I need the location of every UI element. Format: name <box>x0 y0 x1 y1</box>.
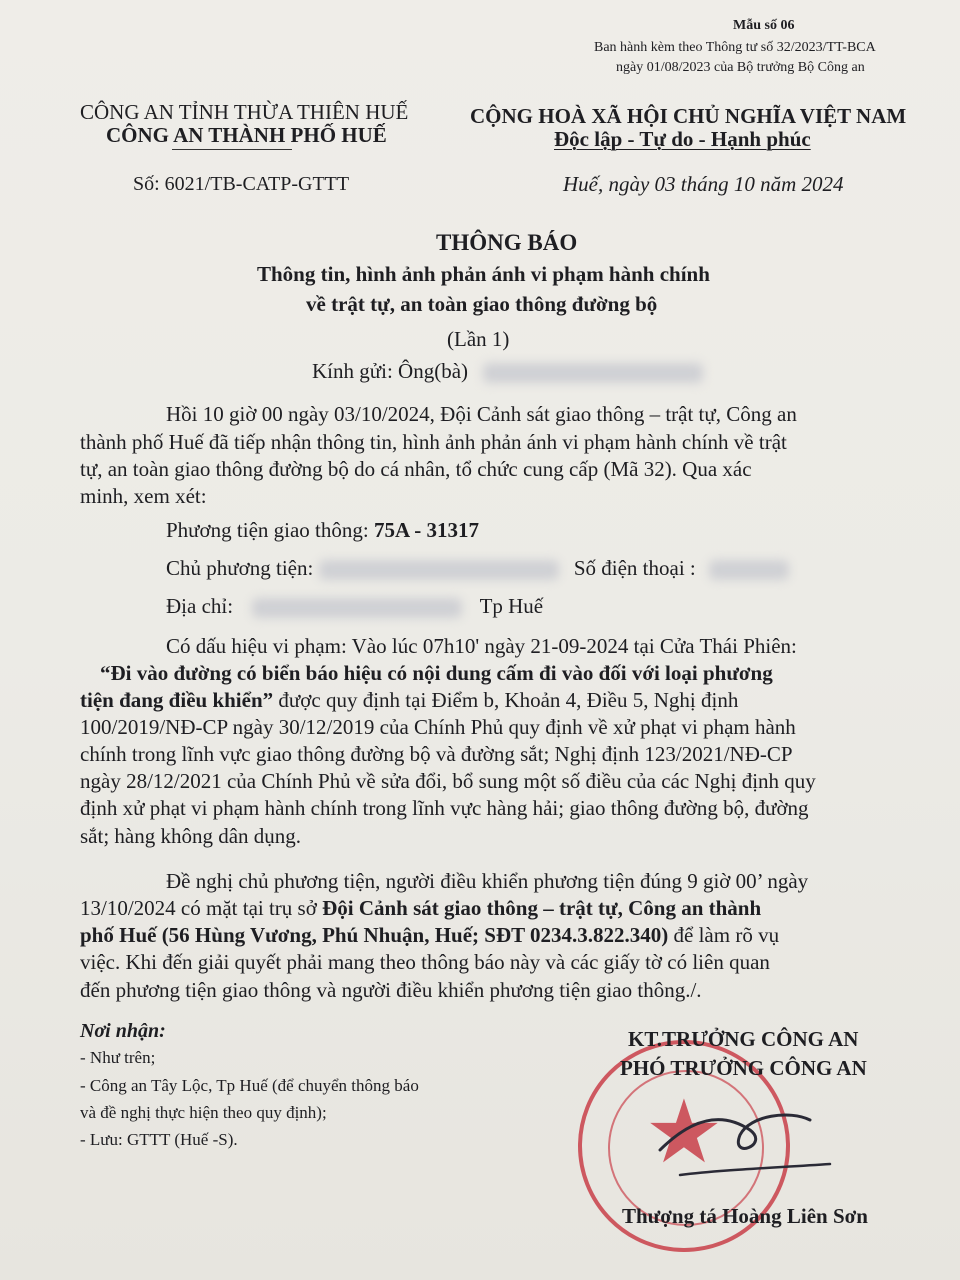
vehicle-label: Phương tiện giao thông: <box>166 518 374 542</box>
agency-underline <box>172 149 292 150</box>
intro-line-2: thành phố Huế đã tiếp nhận thông tin, hình ảnh phản ánh vi phạm hành chính về trật <box>80 430 787 454</box>
recipient-item: và đề nghị thực hiện theo quy định); <box>80 1103 327 1122</box>
recipient-line <box>312 359 703 384</box>
address-city: Tp Huế <box>479 594 544 618</box>
redacted-owner-name <box>319 560 559 580</box>
redacted-recipient-name <box>483 363 703 383</box>
form-issued-line2: ngày 01/08/2023 của Bộ trưởng Bộ Công an <box>616 60 865 75</box>
recipient-label: Kính gửi: Ông(bà) <box>312 359 469 383</box>
violation-line-5: chính trong lĩnh vực giao thông đường bộ và đường sắt; Nghị định 123/2021/NĐ-CP <box>80 742 793 766</box>
recipient-item: - Lưu: GTTT (Huế -S). <box>80 1130 238 1149</box>
redacted-phone-number <box>709 560 789 580</box>
violation-line-6: ngày 28/12/2021 của Chính Phủ về sửa đổi, bổ sung một số điều của các Nghị định quy <box>80 769 816 793</box>
recipient-item: - Như trên; <box>80 1048 156 1067</box>
request-line-5: đến phương tiện giao thông và người điều khiển phương tiện giao thông./. <box>80 978 702 1002</box>
redacted-address <box>252 598 462 618</box>
violation-line-3 <box>80 688 738 713</box>
vehicle-plate: 75A - 31317 <box>373 518 479 542</box>
form-issued-line1: Ban hành kèm theo Thông tư số 32/2023/TT-BCA <box>594 40 876 55</box>
form-number: Mẫu số 06 <box>733 18 795 33</box>
violation-line-7: định xử phạt vi phạm hành chính trong lĩnh vực hàng hải; giao thông đường bộ, đường <box>80 796 809 820</box>
request-purpose: để làm rõ vụ <box>668 923 780 947</box>
place-date: Huế, ngày 03 tháng 10 năm 2024 <box>563 172 844 196</box>
agency-name: CÔNG AN THÀNH PHỐ HUẾ <box>106 123 387 147</box>
request-line-3 <box>80 923 779 948</box>
violation-name-line-1: “Đi vào đường có biển báo hiệu có nội dung cấm đi vào đối với loại phương <box>100 661 773 685</box>
vehicle-line <box>166 518 479 543</box>
document-title: THÔNG BÁO <box>436 230 578 255</box>
address-line <box>166 594 543 619</box>
signature-title-2: PHÓ TRƯỞNG CÔNG AN <box>620 1056 867 1080</box>
violation-line-8: sắt; hàng không dân dụng. <box>80 824 302 848</box>
signer-name: Thượng tá Hoàng Liên Sơn <box>622 1204 868 1228</box>
violation-line-4: 100/2019/NĐ-CP ngày 30/12/2019 của Chính Phủ quy định về xử phạt vi phạm hành <box>80 715 796 739</box>
notice-count: (Lần 1) <box>447 327 510 351</box>
request-line-1: Đề nghị chủ phương tiện, người điều khiển phương tiện đúng 9 giờ 00’ ngày <box>166 869 809 893</box>
recipients-heading: Nơi nhận: <box>80 1020 166 1042</box>
document-number: Số: 6021/TB-CATP-GTTT <box>133 173 350 195</box>
document-subtitle-1: Thông tin, hình ảnh phản ánh vi phạm hành chính <box>257 262 710 286</box>
seal-star-icon: ★ <box>644 1080 724 1183</box>
intro-line-3: tự, an toàn giao thông đường bộ do cá nhân, tổ chức cung cấp (Mã 32). Qua xác <box>80 457 752 481</box>
request-line-4: việc. Khi đến giải quyết phải mang theo thông báo này và các giấy tờ có liên quan <box>80 950 770 974</box>
request-line-2 <box>80 896 761 921</box>
national-motto: Độc lập - Tự do - Hạnh phúc <box>554 127 811 151</box>
owner-line <box>166 556 789 581</box>
intro-line-1: Hồi 10 giờ 00 ngày 03/10/2024, Đội Cảnh sát giao thông – trật tự, Công an <box>166 402 797 426</box>
document-subtitle-2: về trật tự, an toàn giao thông đường bộ <box>306 292 658 316</box>
signature-title-1: KT.TRƯỞNG CÔNG AN <box>628 1027 859 1051</box>
violation-line-1: Có dấu hiệu vi phạm: Vào lúc 07h10' ngày 21-09-2024 tại Cửa Thái Phiên: <box>166 634 797 658</box>
request-office-1: Đội Cảnh sát giao thông – trật tự, Công an thành <box>322 896 762 920</box>
recipient-item: - Công an Tây Lộc, Tp Huế (để chuyển thông báo <box>80 1076 419 1095</box>
violation-name-line-2: tiện đang điều khiển” <box>80 688 274 712</box>
owner-label: Chủ phương tiện: <box>166 556 319 580</box>
address-label: Địa chỉ: <box>166 594 234 618</box>
violation-legal-basis: được quy định tại Điểm b, Khoản 4, Điều 5, Nghị định <box>273 688 739 712</box>
national-title: CỘNG HOÀ XÃ HỘI CHỦ NGHĨA VIỆT NAM <box>470 104 907 128</box>
phone-label: Số điện thoại : <box>573 556 696 580</box>
request-date-text: 13/10/2024 có mặt tại trụ sở <box>80 896 323 920</box>
handwritten-signature <box>640 1090 840 1200</box>
intro-line-4: minh, xem xét: <box>80 484 207 508</box>
request-office-address: phố Huế (56 Hùng Vương, Phú Nhuận, Huế; SĐT 0234.3.822.340) <box>80 923 669 947</box>
agency-parent: CÔNG AN TỈNH THỪA THIÊN HUẾ <box>80 100 409 124</box>
